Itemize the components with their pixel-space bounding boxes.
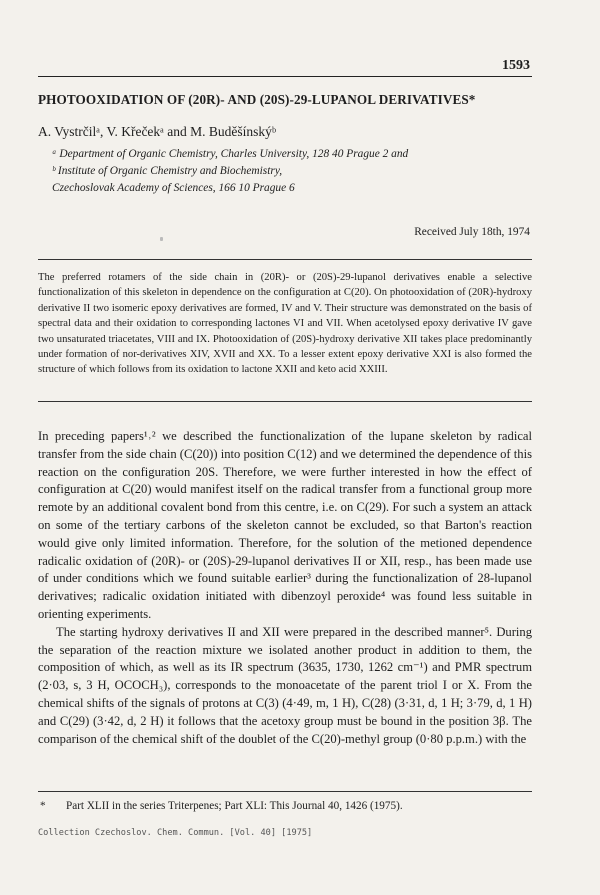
page-number: 1593 — [502, 58, 530, 73]
scan-speck — [160, 237, 163, 241]
footnote-text: Part XLII in the series Triterpenes; Part XLI: This Journal 40, 1426 (1975). — [66, 800, 403, 812]
footnote-rule — [38, 791, 532, 792]
article-title: PHOTOOXIDATION OF (20R)- AND (20S)-29-LUPANOL DERIVATIVES* — [38, 92, 476, 107]
article-authors: A. Vystrčilᵃ, V. Křečekᵃ and M. Buděšínskýᵇ — [38, 124, 277, 139]
abstract-rule-top — [38, 259, 532, 260]
body-paragraph: In preceding papers¹˒² we described the functionalization of the lupane skeleton by radical transfer from the side chain (C(20)) into position C(12) and we determined the dependence of this reaction on the configuration 20S. Therefore, we were further interested in how the effect of configuration at C(20) would manifest itself on the radical transfer from a functional group more remote by an additional covalent bond from this centre, i.e. on C(29). For such a system an attack on some of the tertiary carbons of the skeleton cannot be excluded, so that Barton's reaction would give only limited information. Therefore, for the solution of the metioned dependence radicalic oxidation of (20R)- or (20S)-29-lupanol derivatives II or XII, resp., has been made use of under conditions which we found suitable earlier³ during the functionalization of 28-lupanol derivatives; radicalic oxidation initiated with dibenzoyl peroxide⁴ was found less suitable in orienting experiments. — [38, 429, 532, 621]
affiliation-line: Czechoslovak Academy of Sciences, 166 10 Prague 6 — [52, 182, 295, 194]
abstract-rule-bottom — [38, 401, 532, 402]
footnote-mark: * — [40, 800, 46, 812]
body-paragraph: The starting hydroxy derivatives II and XII were prepared in the described manner⁵. During the separation of the reaction mixture we isolated another product in addition to them, the composition of which, as well as its IR spectrum (3635, 1730, 1262 cm⁻¹) and PMR spectrum (2·03, s, 3 H, OCOCH₃), corresponds to the monoacetate of the parent triol I or X. From the chemical shifts of the signals of protons at C(3) (4·49, m, 1 H), C(28) (3·31, d, 1 H; 3·79, d, 1 H) and C(29) (3·42, d, 2 H) it follows that the acetoxy group must be bound in the position 3β. The comparison of the chemical shift of the doublet of the C(20)-methyl group (0·80 p.p.m.) with the — [38, 624, 532, 746]
header-rule — [38, 76, 532, 77]
received-date: Received July 18th, 1974 — [414, 226, 530, 238]
footnote — [40, 800, 403, 812]
affiliation-line: ᵃ Department of Organic Chemistry, Charles University, 128 40 Prague 2 and — [52, 148, 409, 160]
abstract-text: The preferred rotamers of the side chain in (20R)- or (20S)-29-lupanol derivatives enable a selective functionalization of this skeleton in dependence on the configuration at C(20). On photooxidation of (20R)-hydroxy derivative II two isomeric epoxy derivatives are formed, IV and V. Their structure was demonstrated on the basis of spectral data and their oxidation to corresponding lactones VI and VII. When acetolysed epoxy derivative IV gave two unsaturated triacetates, VIII and IX. Photooxidation of (20S)-hydroxy derivative XII takes place predominantly under formation of nor-derivatives XIV, XVII and XX. To a lesser extent epoxy derivative XXI is also formed the structure of which follows from its oxidation to lactone XXII and keto acid XXIII. — [38, 272, 532, 376]
journal-citation: Collection Czechoslov. Chem. Commun. [Vol. 40] [1975] — [38, 828, 313, 838]
body-text — [38, 428, 532, 748]
affiliation-line: ᵇ Institute of Organic Chemistry and Biochemistry, — [52, 165, 283, 177]
